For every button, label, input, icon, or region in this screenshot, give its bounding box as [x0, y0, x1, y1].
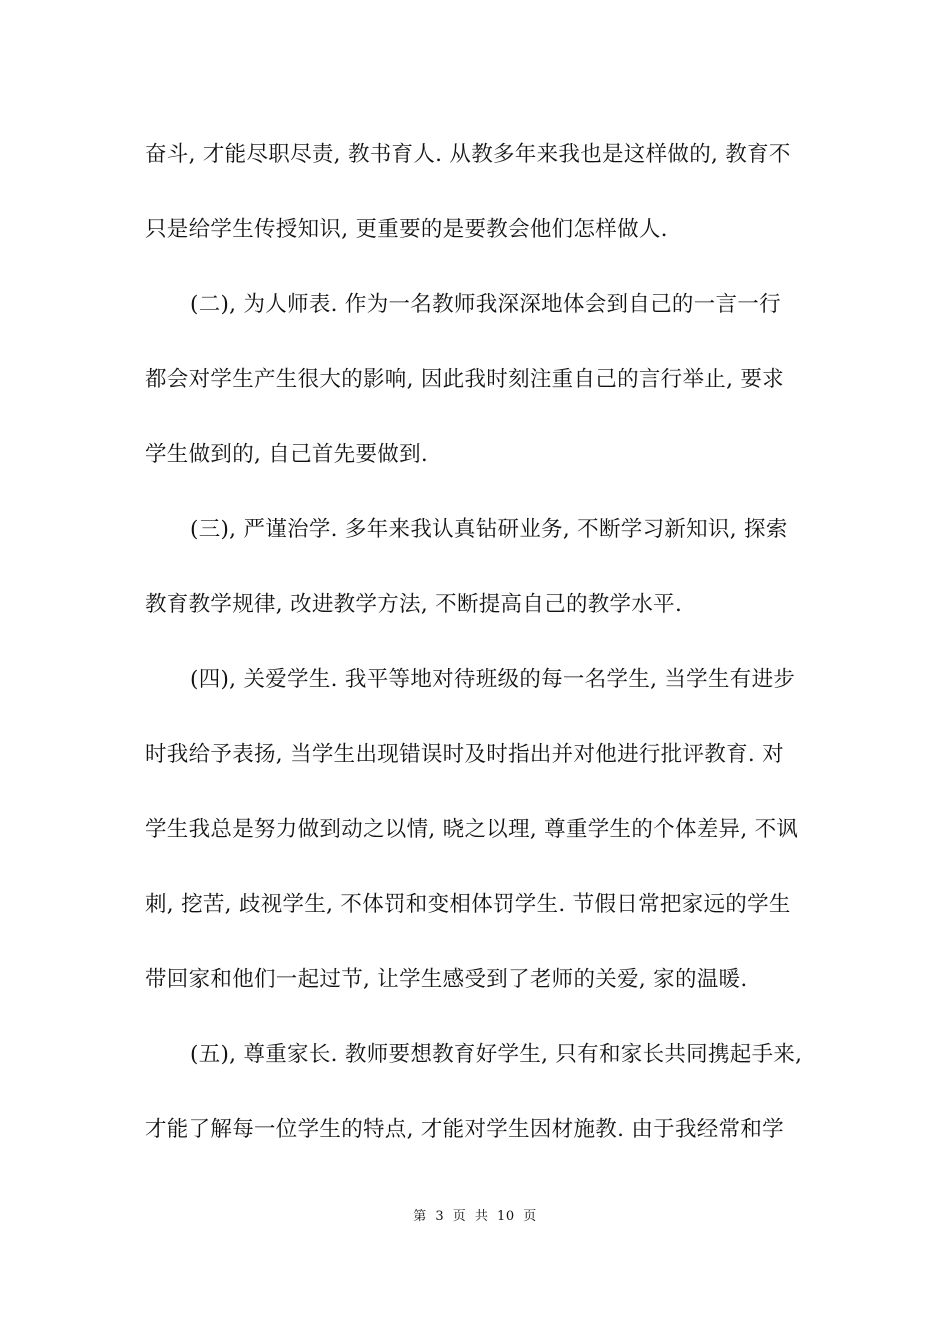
body-text-line: 只是给学生传授知识, 更重要的是要教会他们怎样做人.	[145, 217, 668, 242]
body-text-line: 都会对学生产生很大的影响, 因此我时刻注重自己的言行举止, 要求	[145, 367, 784, 392]
section-heading-line: (三), 严谨治学. 多年来我认真钻研业务, 不断学习新知识, 探索	[190, 517, 788, 542]
body-text-line: 才能了解每一位学生的特点, 才能对学生因材施教. 由于我经常和学	[145, 1117, 784, 1142]
body-text-line: 学生我总是努力做到动之以情, 晓之以理, 尊重学生的个体差异, 不讽	[145, 817, 799, 842]
section-heading-line: (五), 尊重家长. 教师要想教育好学生, 只有和家长共同携起手来,	[190, 1042, 803, 1067]
section-heading-line: (二), 为人师表. 作为一名教师我深深地体会到自己的一言一行	[190, 292, 781, 317]
body-text-line: 时我给予表扬, 当学生出现错误时及时指出并对他进行批评教育. 对	[145, 742, 784, 767]
section-heading-line: (四), 关爱学生. 我平等地对待班级的每一名学生, 当学生有进步	[190, 667, 796, 692]
body-text-line: 带回家和他们一起过节, 让学生感受到了老师的关爱, 家的温暖.	[145, 967, 748, 992]
page-number-footer: 第 3 页 共 10 页	[413, 1209, 537, 1224]
body-text-line: 教育教学规律, 改进教学方法, 不断提高自己的教学水平.	[145, 592, 683, 617]
body-text-line: 奋斗, 才能尽职尽责, 教书育人. 从教多年来我也是这样做的, 教育不	[145, 142, 791, 167]
body-text-line: 刺, 挖苦, 歧视学生, 不体罚和变相体罚学生. 节假日常把家远的学生	[145, 892, 791, 917]
body-text-line: 学生做到的, 自己首先要做到.	[145, 442, 429, 467]
